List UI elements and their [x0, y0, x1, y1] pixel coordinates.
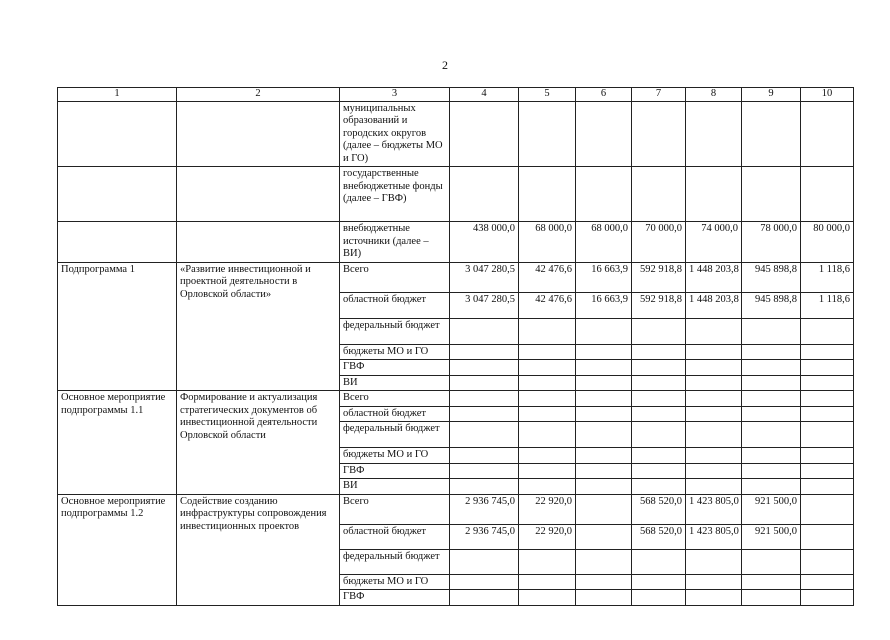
value-cell: 3 047 280,5 [450, 262, 519, 292]
program-title-cell: «Развитие инвестиционной и проектной деятельности в Орловской области» [177, 262, 340, 391]
empty-cell [177, 167, 340, 222]
value-cell [632, 318, 686, 344]
funding-source-cell: федеральный бюджет [340, 422, 450, 448]
funding-source-cell: внебюджетные источники (далее – ВИ) [340, 222, 450, 263]
value-cell [519, 549, 576, 574]
column-number: 4 [450, 88, 519, 102]
value-cell: 921 500,0 [742, 494, 801, 524]
funding-source-cell: бюджеты МО и ГО [340, 344, 450, 360]
value-cell [519, 406, 576, 422]
value-cell [686, 574, 742, 590]
table-row [58, 262, 854, 292]
value-cell: 70 000,0 [632, 222, 686, 263]
value-cell [576, 479, 632, 495]
value-cell [801, 318, 854, 344]
value-cell [576, 463, 632, 479]
value-cell [576, 167, 632, 222]
value-cell [801, 375, 854, 391]
value-cell [519, 344, 576, 360]
value-cell [801, 524, 854, 549]
funding-source-cell: федеральный бюджет [340, 549, 450, 574]
value-cell: 2 936 745,0 [450, 524, 519, 549]
value-cell [686, 422, 742, 448]
value-cell [519, 391, 576, 407]
value-cell [801, 574, 854, 590]
value-cell [519, 448, 576, 464]
funding-source-cell: бюджеты МО и ГО [340, 448, 450, 464]
value-cell: 68 000,0 [519, 222, 576, 263]
funding-source-cell: ВИ [340, 479, 450, 495]
value-cell: 592 918,8 [632, 292, 686, 318]
program-name-cell: Подпрограмма 1 [58, 262, 177, 391]
value-cell [576, 590, 632, 606]
value-cell [519, 422, 576, 448]
value-cell [632, 375, 686, 391]
value-cell: 592 918,8 [632, 262, 686, 292]
value-cell [686, 375, 742, 391]
value-cell [742, 448, 801, 464]
value-cell [632, 463, 686, 479]
empty-cell [58, 101, 177, 167]
value-cell [632, 549, 686, 574]
value-cell: 1 423 805,0 [686, 494, 742, 524]
value-cell [742, 406, 801, 422]
column-number: 2 [177, 88, 340, 102]
budget-table [57, 87, 854, 606]
value-cell [632, 360, 686, 376]
value-cell: 1 118,6 [801, 262, 854, 292]
value-cell [686, 479, 742, 495]
value-cell [742, 101, 801, 167]
value-cell [632, 574, 686, 590]
value-cell [450, 344, 519, 360]
column-number-row [58, 88, 854, 102]
value-cell [450, 590, 519, 606]
program-name-cell: Основное мероприятие подпрограммы 1.2 [58, 494, 177, 605]
value-cell [450, 422, 519, 448]
value-cell: 1 423 805,0 [686, 524, 742, 549]
value-cell: 78 000,0 [742, 222, 801, 263]
value-cell: 568 520,0 [632, 524, 686, 549]
value-cell [686, 167, 742, 222]
value-cell: 945 898,8 [742, 292, 801, 318]
value-cell [801, 448, 854, 464]
value-cell [576, 406, 632, 422]
value-cell [576, 422, 632, 448]
value-cell [576, 360, 632, 376]
value-cell: 42 476,6 [519, 292, 576, 318]
funding-source-cell: областной бюджет [340, 524, 450, 549]
column-number: 8 [686, 88, 742, 102]
column-number: 7 [632, 88, 686, 102]
value-cell: 1 448 203,8 [686, 262, 742, 292]
value-cell [742, 391, 801, 407]
value-cell [632, 448, 686, 464]
empty-cell [58, 222, 177, 263]
value-cell [576, 318, 632, 344]
funding-source-cell: Всего [340, 391, 450, 407]
value-cell [576, 101, 632, 167]
value-cell [519, 463, 576, 479]
value-cell [576, 549, 632, 574]
funding-source-cell: муниципальных образований и городских округов (далее – бюджеты МО и ГО) [340, 101, 450, 167]
value-cell [519, 167, 576, 222]
value-cell [632, 101, 686, 167]
value-cell [576, 448, 632, 464]
value-cell [801, 360, 854, 376]
value-cell [450, 574, 519, 590]
value-cell [801, 463, 854, 479]
value-cell [686, 549, 742, 574]
value-cell [450, 360, 519, 376]
value-cell: 42 476,6 [519, 262, 576, 292]
value-cell: 438 000,0 [450, 222, 519, 263]
column-number: 6 [576, 88, 632, 102]
program-title-cell: Содействие созданию инфраструктуры сопровождения инвестиционных проектов [177, 494, 340, 605]
value-cell [576, 494, 632, 524]
value-cell [801, 344, 854, 360]
value-cell: 3 047 280,5 [450, 292, 519, 318]
empty-cell [58, 167, 177, 222]
value-cell: 568 520,0 [632, 494, 686, 524]
value-cell [742, 344, 801, 360]
funding-source-cell: областной бюджет [340, 406, 450, 422]
value-cell: 68 000,0 [576, 222, 632, 263]
value-cell [742, 167, 801, 222]
column-number: 9 [742, 88, 801, 102]
funding-source-cell: областной бюджет [340, 292, 450, 318]
value-cell [576, 344, 632, 360]
table-body [58, 101, 854, 605]
value-cell: 16 663,9 [576, 292, 632, 318]
value-cell [632, 406, 686, 422]
value-cell [686, 360, 742, 376]
value-cell [632, 479, 686, 495]
value-cell [686, 391, 742, 407]
value-cell [450, 375, 519, 391]
value-cell [686, 463, 742, 479]
table-row [58, 494, 854, 524]
value-cell [742, 574, 801, 590]
value-cell [450, 391, 519, 407]
value-cell: 921 500,0 [742, 524, 801, 549]
value-cell [450, 463, 519, 479]
value-cell [686, 590, 742, 606]
value-cell [450, 479, 519, 495]
column-number: 3 [340, 88, 450, 102]
funding-source-cell: Всего [340, 262, 450, 292]
funding-source-cell: ВИ [340, 375, 450, 391]
program-title-cell: Формирование и актуализация стратегических документов об инвестиционной деятельности Орловской области [177, 391, 340, 495]
value-cell [742, 549, 801, 574]
funding-source-cell: Всего [340, 494, 450, 524]
value-cell [686, 448, 742, 464]
value-cell: 22 920,0 [519, 524, 576, 549]
value-cell [632, 344, 686, 360]
value-cell [450, 101, 519, 167]
funding-source-cell: ГВФ [340, 590, 450, 606]
funding-source-cell: ГВФ [340, 360, 450, 376]
value-cell [576, 524, 632, 549]
funding-source-cell: федеральный бюджет [340, 318, 450, 344]
value-cell: 2 936 745,0 [450, 494, 519, 524]
value-cell [801, 590, 854, 606]
value-cell [632, 422, 686, 448]
value-cell [742, 375, 801, 391]
funding-source-cell: ГВФ [340, 463, 450, 479]
value-cell [519, 574, 576, 590]
value-cell [519, 479, 576, 495]
table-row [58, 222, 854, 263]
value-cell [450, 318, 519, 344]
value-cell [742, 360, 801, 376]
value-cell: 74 000,0 [686, 222, 742, 263]
value-cell [686, 101, 742, 167]
table-row [58, 167, 854, 222]
value-cell [742, 590, 801, 606]
value-cell [686, 318, 742, 344]
value-cell [742, 422, 801, 448]
program-name-cell: Основное мероприятие подпрограммы 1.1 [58, 391, 177, 495]
value-cell [576, 375, 632, 391]
value-cell [632, 590, 686, 606]
column-number: 10 [801, 88, 854, 102]
value-cell [519, 101, 576, 167]
value-cell [742, 479, 801, 495]
value-cell: 22 920,0 [519, 494, 576, 524]
value-cell [519, 360, 576, 376]
column-number: 5 [519, 88, 576, 102]
value-cell [450, 549, 519, 574]
value-cell [519, 318, 576, 344]
value-cell [519, 590, 576, 606]
value-cell [742, 463, 801, 479]
value-cell [801, 479, 854, 495]
value-cell: 16 663,9 [576, 262, 632, 292]
value-cell [576, 391, 632, 407]
value-cell [686, 344, 742, 360]
value-cell [632, 167, 686, 222]
table-row [58, 391, 854, 407]
value-cell [801, 422, 854, 448]
value-cell [686, 406, 742, 422]
value-cell [801, 391, 854, 407]
value-cell: 945 898,8 [742, 262, 801, 292]
funding-source-cell: государственные внебюджетные фонды (далее – ГВФ) [340, 167, 450, 222]
value-cell [801, 494, 854, 524]
value-cell: 80 000,0 [801, 222, 854, 263]
value-cell [801, 101, 854, 167]
value-cell [801, 406, 854, 422]
value-cell [450, 167, 519, 222]
empty-cell [177, 101, 340, 167]
value-cell [450, 448, 519, 464]
value-cell [742, 318, 801, 344]
value-cell: 1 118,6 [801, 292, 854, 318]
column-number: 1 [58, 88, 177, 102]
funding-source-cell: бюджеты МО и ГО [340, 574, 450, 590]
value-cell [519, 375, 576, 391]
value-cell [632, 391, 686, 407]
value-cell [801, 167, 854, 222]
table-row [58, 101, 854, 167]
value-cell: 1 448 203,8 [686, 292, 742, 318]
value-cell [801, 549, 854, 574]
page-number: 2 [442, 58, 448, 72]
value-cell [450, 406, 519, 422]
empty-cell [177, 222, 340, 263]
value-cell [576, 574, 632, 590]
